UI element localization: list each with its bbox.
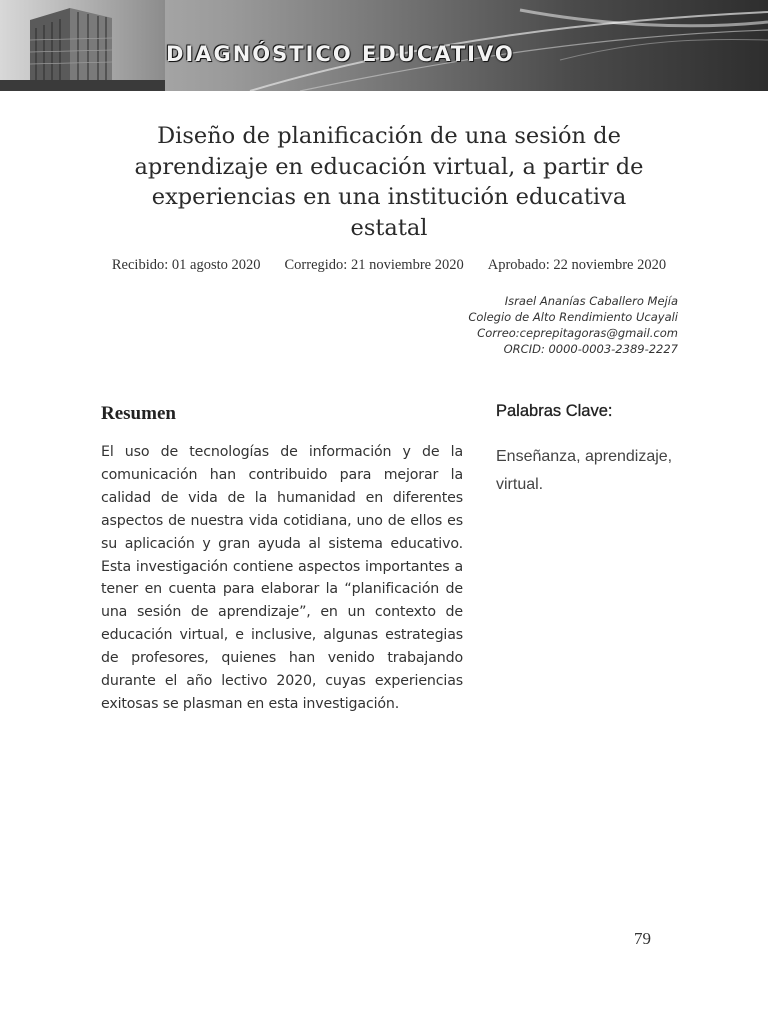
article-title: Diseño de planificación de una sesión de aprendizaje en educación virtual, a partir de experiencias en una institución educativa estatal [134,123,644,241]
journal-banner [0,0,768,91]
author-block [468,293,678,357]
keywords-body: Enseñanza, aprendizaje, virtual. [496,448,673,493]
author-email: Correo:ceprepitagoras@gmail.com [477,326,678,340]
keywords-heading: Palabras Clave: [496,402,613,420]
date-corrected: Corregido: 21 noviembre 2020 [284,257,464,273]
journal-title: DIAGNÓSTICO EDUCATIVO [166,42,515,66]
page-number: 79 [634,929,651,948]
author-orcid: ORCID: 0000-0003-2389-2227 [503,342,678,356]
date-received: Recibido: 01 agosto 2020 [111,257,261,273]
author-name: Israel Ananías Caballero Mejía [504,294,678,308]
date-approved: Aprobado: 22 noviembre 2020 [487,257,667,273]
article-dates [100,257,678,274]
abstract-heading: Resumen [101,403,176,424]
author-institution: Colegio de Alto Rendimiento Ucayali [468,310,678,324]
abstract-body: El uso de tecnologías de información y de la comunicación han contribuido para mejorar la calidad de vida de la humanidad en diferentes aspectos de nuestra vida cotidiana, uno de ellos es su aplicación y gran ayuda al sistema educativo. Esta investigación contiene aspectos importantes a tener en cuenta para elaborar la “planificación de una sesión de aprendizaje”, en un contexto de educación virtual, e inclusive, algunas estrategias de profesores, quienes han venido trabajando durante el año lectivo 2020, cuyas experiencias exitosas se plasman en esta investigación. [101,444,463,712]
